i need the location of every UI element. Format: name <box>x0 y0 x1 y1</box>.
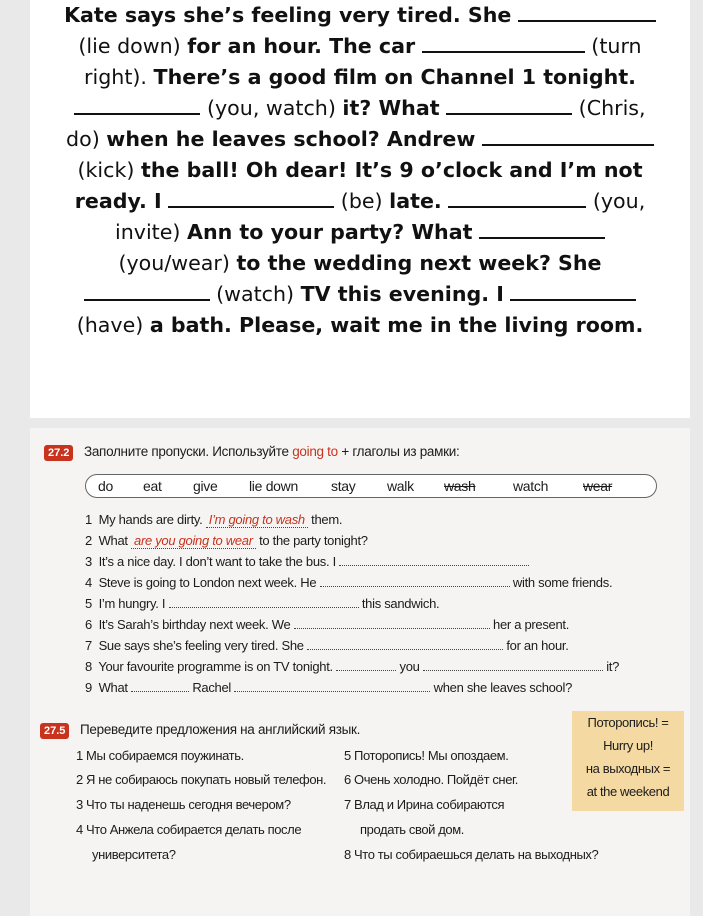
verb-hint: (have) <box>76 313 144 337</box>
verb-hint: (you/wear) <box>118 251 230 275</box>
answer-blank[interactable] <box>446 95 572 115</box>
item-text: this sandwich. <box>361 596 440 611</box>
item-text: It’s a nice day. I don’t want to take the bus. I <box>98 554 336 569</box>
item-text: it? <box>606 659 620 674</box>
text-fragment: the ball! Oh dear! It’s 9 o’clock and I’m not <box>140 158 643 182</box>
item-text: Sue says she’s feeling very tired. She <box>98 638 304 653</box>
exercise-paragraph <box>30 0 690 341</box>
verb-hint: (Chris, <box>578 96 646 120</box>
sentence-item: 5 Поторопись! Мы опоздаем. <box>344 748 509 763</box>
item-number: 8 <box>85 659 92 674</box>
item-number: 1 <box>85 512 92 527</box>
text-fragment: There’s a good film on Channel 1 tonight. <box>153 65 636 89</box>
text-fragment: ready. I <box>74 189 162 213</box>
answer-blank[interactable] <box>320 575 510 587</box>
note-line: Hurry up! <box>603 738 653 753</box>
item-text: I’m hungry. I <box>98 596 166 611</box>
text-fragment: it? What <box>342 96 440 120</box>
answer-blank[interactable] <box>234 680 430 692</box>
heading-text: + глаголы из рамки: <box>341 444 460 459</box>
sentence-item-continued: университета? <box>92 847 176 862</box>
word-wear: wear <box>583 478 613 494</box>
text-fragment: when he leaves school? Andrew <box>106 127 476 151</box>
item-number: 4 <box>85 575 92 590</box>
verb-hint: (turn <box>591 34 642 58</box>
exercise-heading <box>84 444 459 459</box>
item-number: 3 <box>85 554 92 569</box>
item-text: when she leaves school? <box>433 680 573 695</box>
text-line-5 <box>30 124 690 155</box>
verb-hint: invite) <box>114 220 181 244</box>
sentence-item: 2 Я не собираюсь покупать новый телефон. <box>76 772 327 787</box>
item-number: 9 <box>85 680 92 695</box>
item-number: 5 <box>85 596 92 611</box>
list-item <box>85 510 342 530</box>
item-text: you <box>399 659 420 674</box>
verb-hint: (watch) <box>216 282 295 306</box>
word-do: do <box>98 478 113 494</box>
answer-blank[interactable] <box>479 219 605 239</box>
text-line-9 <box>30 248 690 279</box>
text-line-8 <box>30 217 690 248</box>
answer-blank[interactable] <box>510 281 636 301</box>
answer-blank[interactable] <box>84 281 210 301</box>
item-text: What <box>98 680 128 695</box>
item-number: 2 <box>85 533 92 548</box>
word-box <box>85 474 657 498</box>
item-text: them. <box>311 512 343 527</box>
item-text: My hands are dirty. <box>98 512 203 527</box>
list-item <box>85 531 368 551</box>
word-give: give <box>193 478 218 494</box>
answer-blank[interactable] <box>131 680 189 692</box>
word-walk: walk <box>387 478 414 494</box>
item-number: 6 <box>85 617 92 632</box>
answer-blank[interactable] <box>169 596 359 608</box>
item-text: for an hour. <box>506 638 569 653</box>
answer-blank[interactable] <box>422 33 585 53</box>
sentence-item: 3 Что ты наденешь сегодня вечером? <box>76 797 291 812</box>
text-line-11 <box>30 310 690 341</box>
list-item <box>85 573 645 593</box>
list-item <box>85 594 439 614</box>
sentence-item: 1 Мы собираемся поужинать. <box>76 748 244 763</box>
verb-hint: (you, watch) <box>206 96 336 120</box>
item-text: Your favourite programme is on TV tonight. <box>98 659 333 674</box>
answer-blank[interactable] <box>168 188 334 208</box>
list-item <box>85 678 572 698</box>
answer-blank[interactable] <box>74 95 200 115</box>
text-line-1 <box>30 0 690 31</box>
text-fragment: Ann to your party? What <box>187 220 473 244</box>
note-line: на выходных = <box>585 761 671 776</box>
text-line-10 <box>30 279 690 310</box>
item-text: to the party tonight? <box>259 533 368 548</box>
sentence-item: 6 Очень холодно. Пойдёт снег. <box>344 772 519 787</box>
list-item <box>85 615 569 635</box>
word-stay: stay <box>331 478 356 494</box>
text-line-6 <box>30 155 690 186</box>
item-text: her a present. <box>493 617 570 632</box>
answer-blank[interactable] <box>307 638 503 650</box>
text-line-4 <box>30 93 690 124</box>
text-line-3 <box>30 62 690 93</box>
verb-hint: (you, <box>592 189 646 213</box>
text-line-7 <box>30 186 690 217</box>
answer-blank[interactable] <box>423 659 603 671</box>
exercise-number-badge: 27.5 <box>40 723 69 739</box>
answer-example: I’m going to wash <box>206 512 308 528</box>
word-watch: watch <box>513 478 549 494</box>
verb-hint: do) <box>66 127 100 151</box>
note-line: at the weekend <box>586 784 670 799</box>
item-number: 7 <box>85 638 92 653</box>
word-wash: wash <box>444 478 476 494</box>
word-eat: eat <box>143 478 162 494</box>
exercise-number-badge: 27.2 <box>44 445 73 461</box>
item-text: Steve is going to London next week. He <box>98 575 317 590</box>
text-fragment: to the wedding next week? She <box>236 251 602 275</box>
note-line: Поторопись! = <box>587 715 669 730</box>
exercise-text-card <box>30 0 690 418</box>
text-fragment: Kate says she’s feeling very tired. She <box>64 3 512 27</box>
list-item <box>85 657 619 677</box>
text-fragment: TV this evening. I <box>300 282 504 306</box>
answer-blank[interactable] <box>482 126 654 146</box>
answer-blank[interactable] <box>294 617 490 629</box>
sentence-item: 8 Что ты собираешься делать на выходных? <box>344 847 599 862</box>
text-fragment: late. <box>389 189 442 213</box>
vocabulary-note-box <box>572 711 684 811</box>
item-text: with some friends. <box>512 575 613 590</box>
verb-hint: (lie down) <box>78 34 181 58</box>
text-fragment: a bath. Please, wait me in the living room. <box>149 313 644 337</box>
sentence-item-continued: продать свой дом. <box>360 822 465 837</box>
answer-blank[interactable] <box>518 2 656 22</box>
answer-example: are you going to wear <box>131 533 256 549</box>
text-fragment: for an hour. The car <box>187 34 416 58</box>
item-text: What <box>98 533 128 548</box>
textbook-page-photo <box>30 428 690 916</box>
item-text: It’s Sarah’s birthday next week. We <box>98 617 291 632</box>
word-lie-down: lie down <box>249 478 298 494</box>
heading-highlight: going to <box>292 444 338 459</box>
sentence-item: 4 Что Анжела собирается делать после <box>76 822 302 837</box>
exercise-heading: Переведите предложения на английский язык. <box>80 722 361 737</box>
list-item <box>85 636 569 656</box>
verb-hint: right). <box>84 65 147 89</box>
answer-blank[interactable] <box>339 554 529 566</box>
sentence-item: 7 Влад и Ирина собираются <box>344 797 505 812</box>
list-item <box>85 552 529 572</box>
heading-text: Заполните пропуски. Используйте <box>84 444 289 459</box>
item-text: Rachel <box>192 680 232 695</box>
answer-blank[interactable] <box>448 188 586 208</box>
text-line-2 <box>30 31 690 62</box>
answer-blank[interactable] <box>336 659 396 671</box>
verb-hint: (kick) <box>77 158 135 182</box>
verb-hint: (be) <box>340 189 383 213</box>
